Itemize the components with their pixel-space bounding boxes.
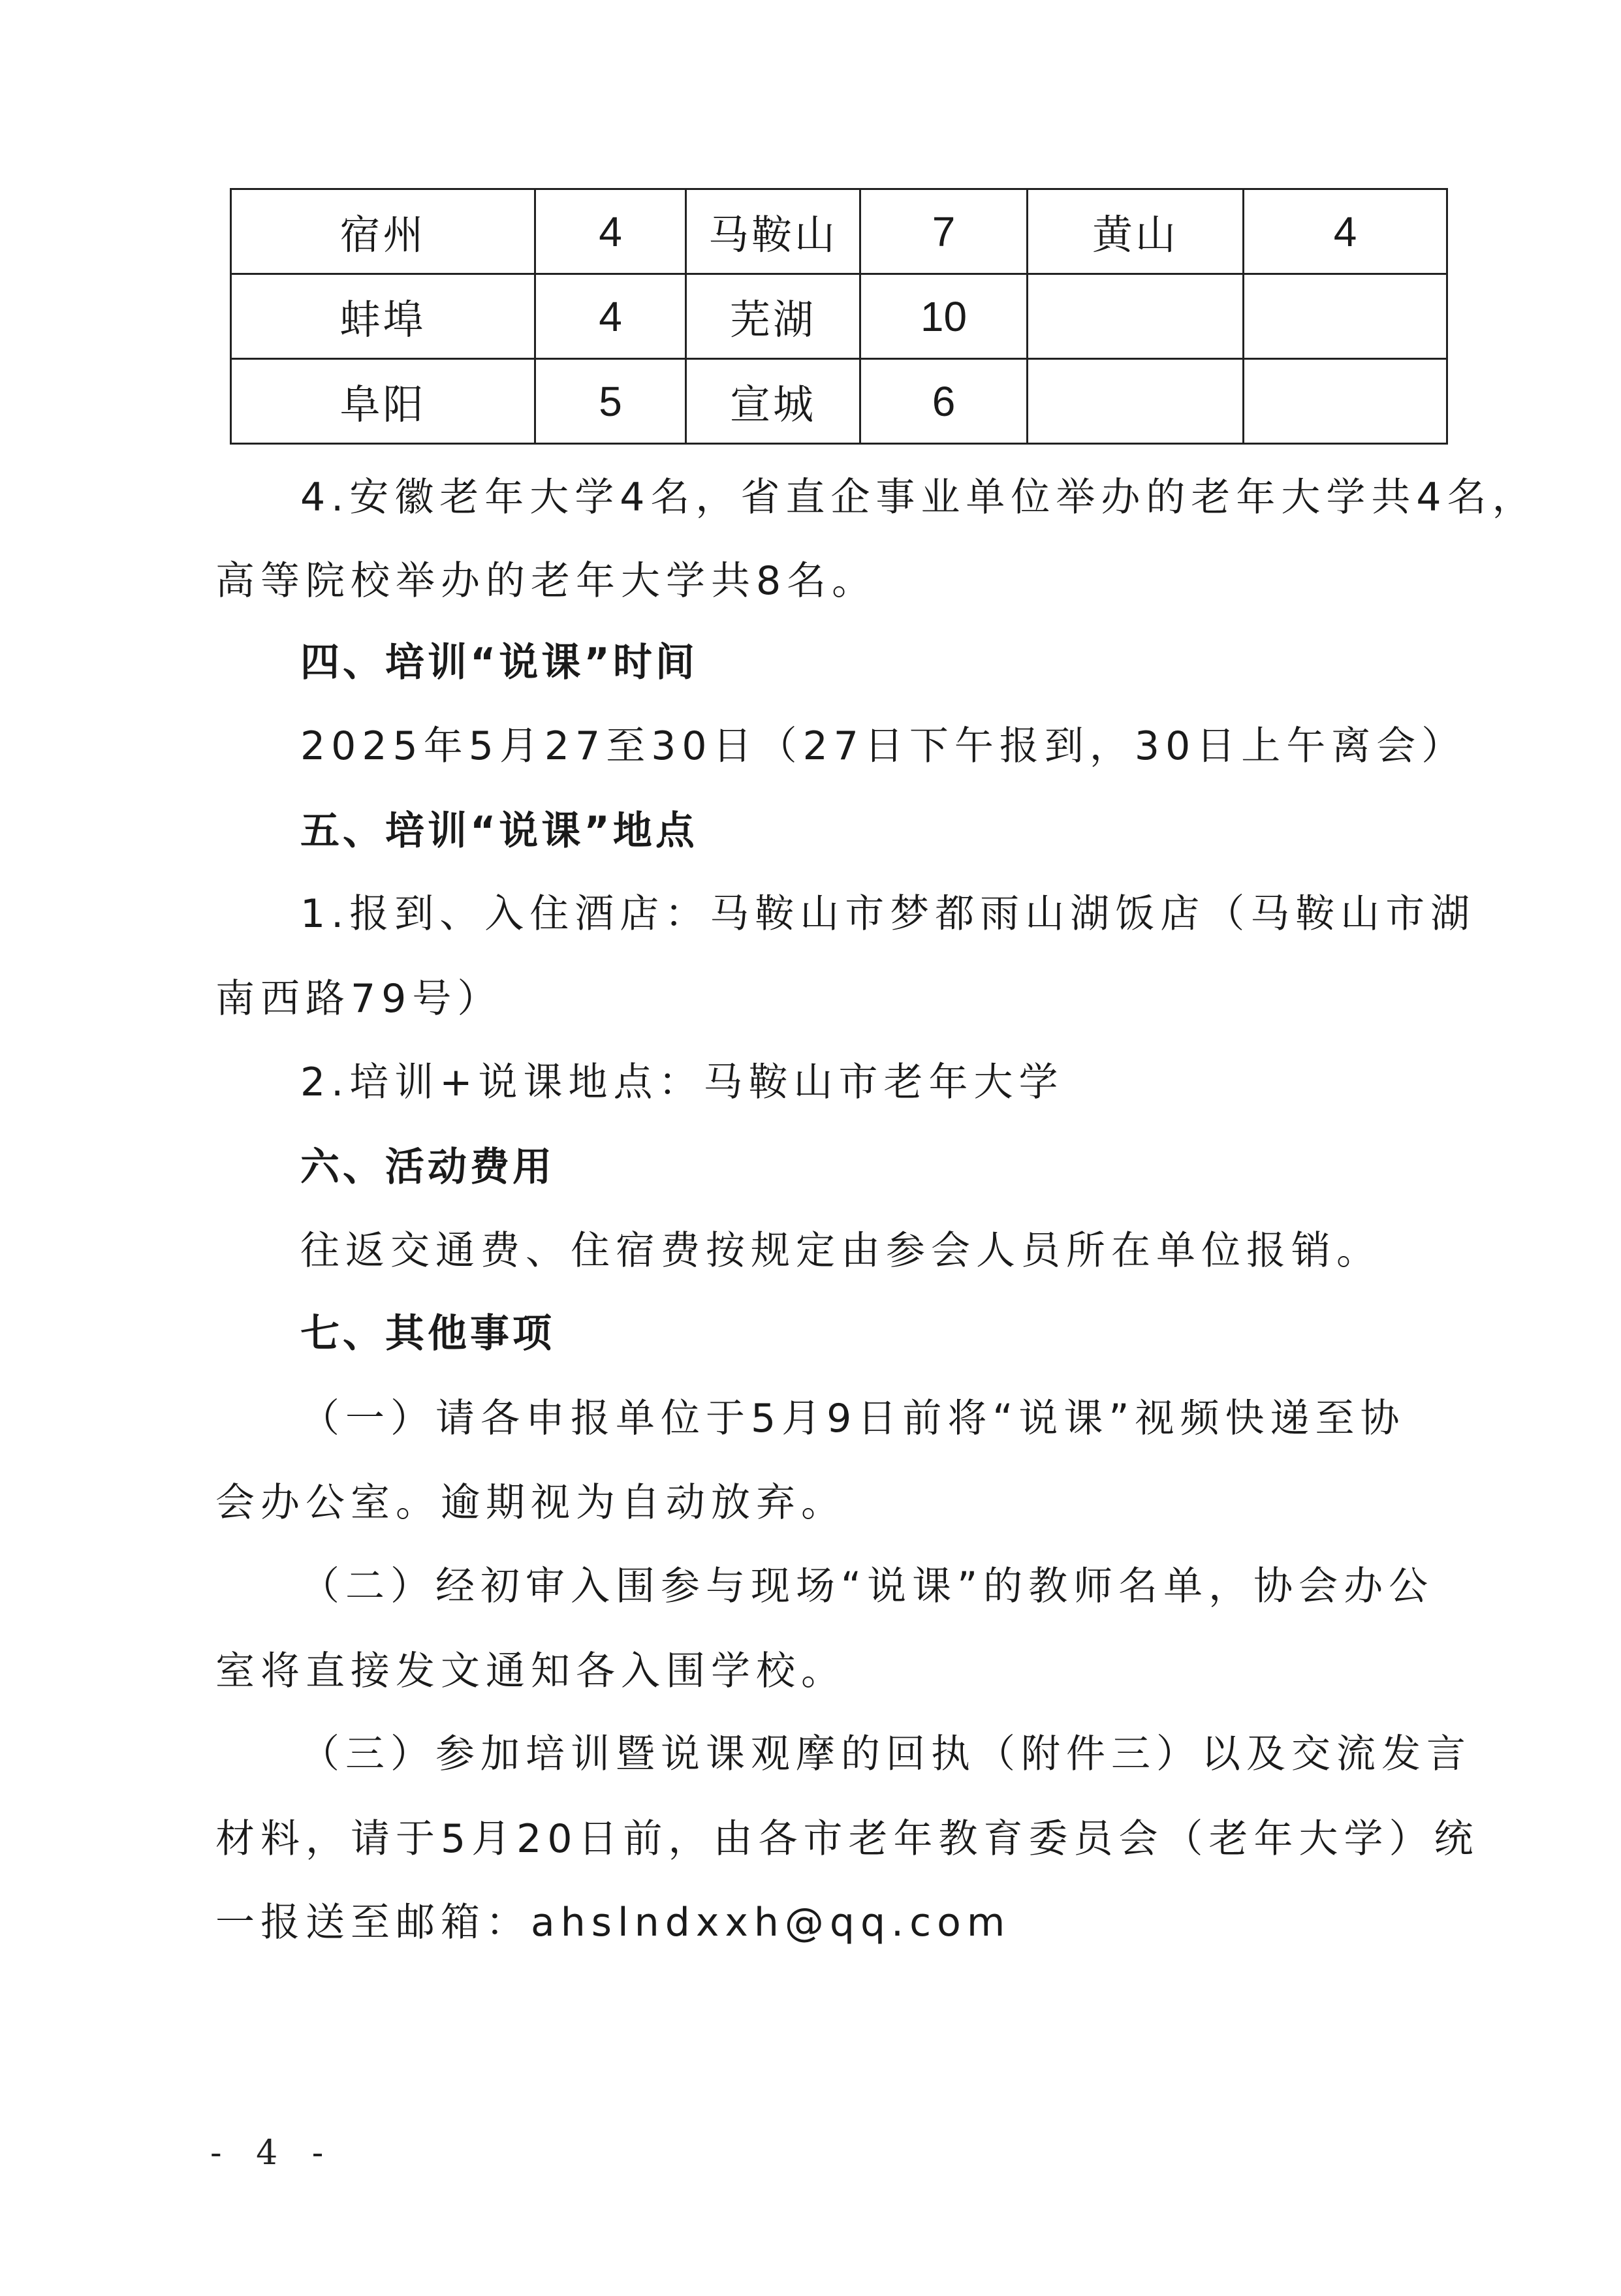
table-cell-count: 5 [535,359,686,444]
paragraph-item-2-line: （二）经初审入围参与现场“说课”的教师名单，协会办公 [300,1564,1434,1609]
paragraph-hotel-line: 1.报到、入住酒店：马鞍山市梦都雨山湖饭店（马鞍山市湖 [300,891,1476,937]
paragraph-hotel-line: 南西路79号） [215,976,503,1022]
table-cell-count [1244,359,1447,444]
paragraph-item-1-line: 会办公室。逾期视为自动放弃。 [215,1480,846,1526]
table-cell-count [1244,274,1447,359]
table-cell-city: 马鞍山 [686,189,860,274]
section-heading-fees: 六、活动费用 [300,1144,555,1190]
paragraph-training-location: 2.培训+说课地点：马鞍山市老年大学 [300,1060,1064,1105]
paragraph-time: 2025年5月27至30日（27日下午报到，30日上午离会） [300,723,1467,769]
paragraph-item-3-line: 一报送至邮箱：ahslndxxh@qq.com [215,1900,1011,1945]
section-heading-location: 五、培训“说课”地点 [300,808,698,854]
table-cell-city: 黄山 [1028,189,1244,274]
table-cell-city: 芜湖 [686,274,860,359]
paragraph-fees: 往返交通费、住宿费按规定由参会人员所在单位报销。 [300,1228,1381,1274]
paragraph-item-3-line: 材料，请于5月20日前，由各市老年教育委员会（老年大学）统 [215,1816,1479,1862]
table-cell-city: 宣城 [686,359,860,444]
table-cell-city: 蚌埠 [231,274,535,359]
table-row [231,189,1447,274]
paragraph-item-3-line: （三）参加培训暨说课观摩的回执（附件三）以及交流发言 [300,1731,1471,1777]
paragraph-quota-line: 4.安徽老年大学4名，省直企事业单位举办的老年大学共4名， [300,475,1537,520]
table-cell-city [1028,359,1244,444]
table-cell-city [1028,274,1244,359]
table-cell-count: 10 [860,274,1028,359]
table-cell-count: 4 [1244,189,1447,274]
quota-table [230,188,1448,445]
page-number: - 4 - [210,2133,336,2173]
table-row [231,274,1447,359]
paragraph-quota-line: 高等院校举办的老年大学共8名。 [215,558,877,604]
section-heading-time: 四、培训“说课”时间 [300,640,698,685]
table-cell-count: 4 [535,189,686,274]
paragraph-item-2-line: 室将直接发文通知各入围学校。 [215,1648,846,1694]
table-cell-city: 宿州 [231,189,535,274]
table-cell-count: 6 [860,359,1028,444]
paragraph-item-1-line: （一）请各申报单位于5月9日前将“说课”视频快递至协 [300,1396,1406,1441]
table-cell-count: 7 [860,189,1028,274]
table-cell-city: 阜阳 [231,359,535,444]
table-row [231,359,1447,444]
table-cell-count: 4 [535,274,686,359]
section-heading-other: 七、其他事项 [300,1311,555,1357]
